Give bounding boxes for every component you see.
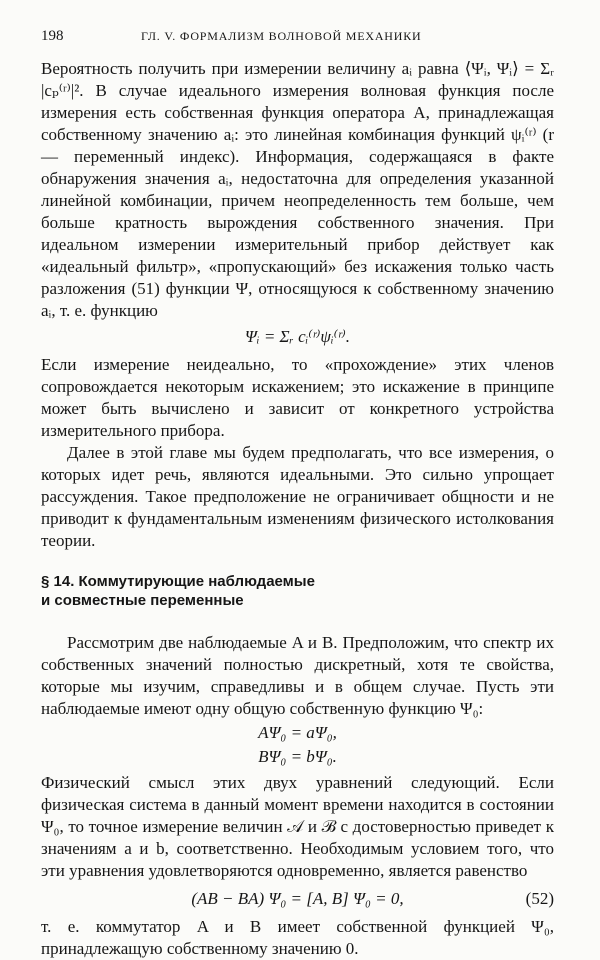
section-heading-line1: § 14. Коммутирующие наблюдаемые [41, 573, 315, 590]
paragraph-two-observables: Рассмотрим две наблюдаемые A и B. Предположим, что спектр их собственных значений полностью дискретный, хотя те свойства, которые мы изучим, справедливы и в общем случае. Пусть эти наблюдаемые имеют одну общую собственную функцию Ψ₀: [41, 633, 554, 718]
formula-eigen-b: BΨ₀ = bΨ₀. [258, 747, 337, 766]
paragraph-commutator-conclusion: т. е. коммутатор A и B имеет собственной функцией Ψ₀, принадлежащую собственному значению 0. [41, 917, 554, 958]
formula-eigen-a: AΨ₀ = aΨ₀, [258, 723, 337, 742]
paragraph-ideal-assumption: Далее в этой главе мы будем предполагать, что все измерения, о которых идет речь, являются идеальными. Это сильно упрощает рассуждения. Такое предположение не ограничивает общности и не приводит к фундаментальным изменениям физического истолкования теории. [41, 443, 554, 550]
page-header [41, 28, 554, 50]
formula-commutator: (AB − BA) Ψ₀ = [A, B] Ψ₀ = 0, [191, 889, 404, 908]
paragraph-physical-meaning: Физический смысл этих двух уравнений следующий. Если физическая система в данный момент времени находится в состоянии Ψ₀, то точное измерение величин 𝒜 и ℬ с достоверностью приведет к значениям a и b, соответственно. Необходимым условием того, что эти уравнения удовлетворяются одновременно, является равенство [41, 773, 554, 880]
page-number: 198 [41, 28, 64, 44]
formula-psi-i: Ψᵢ = Σᵣ cᵢ⁽ʳ⁾ψᵢ⁽ʳ⁾. [244, 327, 351, 346]
equation-number: (52) [525, 889, 554, 908]
paragraph-measurement-probability: Вероятность получить при измерении величину aᵢ равна ⟨Ψᵢ, Ψᵢ⟩ = Σᵣ |cₚ⁽ʳ⁾|². В случае идеального измерения волновая функция после измерения есть собственная функция оператора A, принадлежащая собственному значению aᵢ: это линейная комбинация функций ψᵢ⁽ʳ⁾ (r — переменный индекс). Информация, содержащаяся в факте обнаружения значения aᵢ, недостаточна для определения указанной линейной комбинации, причем неопределенность тем больше, чем больше кратность вырождения собственного значения. При идеальном измерении измерительный прибор действует как «идеальный фильтр», «пропускающий» без искажения только часть разложения (51) функции Ψ, относящуюся к собственному значению aᵢ, т. е. функцию [41, 59, 554, 320]
section-heading-line2: и совместные переменные [41, 592, 244, 609]
formula-commutator-row [41, 888, 554, 910]
section-heading [41, 572, 554, 610]
paragraph-non-ideal: Если измерение неидеально, то «прохождение» этих членов сопровождается некоторым искажением; это искажение в принципе может быть вычислено и зависит от конкретного устройства измерительного прибора. [41, 355, 554, 440]
running-head: ГЛ. V. ФОРМАЛИЗМ ВОЛНОВОЙ МЕХАНИКИ [141, 29, 422, 43]
